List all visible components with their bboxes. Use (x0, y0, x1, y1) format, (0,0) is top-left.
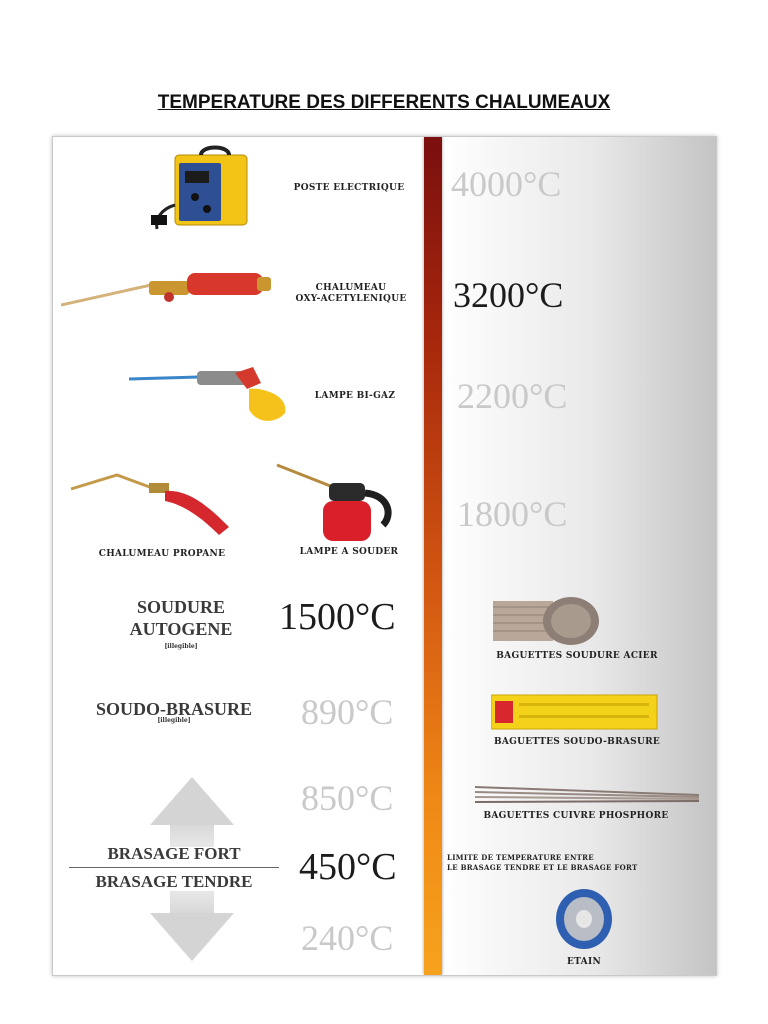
temperature-gradient-bar (424, 137, 442, 975)
label-lampe-a-souder: LAMPE A SOUDER (299, 547, 399, 557)
label-limite-line1: LIMITE DE TEMPERATURE ENTRE (447, 853, 594, 862)
label-soudo-brasure: SOUDO-BRASURE (95, 699, 253, 719)
label-autogene: AUTOGENE (129, 619, 233, 639)
label-soudure-subtext: [illegible] (164, 643, 198, 650)
label-chalumeau-line1: CHALUMEAU (315, 283, 387, 293)
temperature-chart-panel (52, 136, 717, 976)
steel-rods-image (489, 593, 601, 649)
temp-240: 240°C (301, 918, 394, 958)
tin-solder-spool-image (553, 887, 615, 951)
label-etain: ETAIN (567, 957, 601, 967)
temp-850: 850°C (301, 778, 394, 818)
arrow-up-icon (150, 777, 234, 825)
temp-4000: 4000°C (451, 164, 562, 204)
label-brasage-fort: BRASAGE FORT (107, 844, 241, 863)
welding-machine-image (151, 145, 255, 231)
label-poste-electrique: POSTE ELECTRIQUE (293, 183, 405, 193)
brasage-divider (69, 867, 279, 868)
propane-torch-image (69, 467, 235, 539)
temp-3200: 3200°C (453, 275, 564, 315)
label-chalumeau-propane: CHALUMEAU PROPANE (98, 549, 226, 559)
brazing-rods-image (491, 693, 661, 731)
right-gradient-background (440, 137, 716, 975)
temp-450: 450°C (299, 846, 397, 888)
label-lampe-bi-gaz: LAMPE BI-GAZ (314, 391, 396, 401)
temp-1800: 1800°C (457, 494, 568, 534)
bi-gas-lamp-image (129, 363, 289, 429)
label-baguettes-acier: BAGUETTES SOUDURE ACIER (496, 651, 658, 661)
temp-2200: 2200°C (457, 376, 568, 416)
temp-1500: 1500°C (279, 596, 396, 638)
copper-rods-image (473, 783, 703, 805)
temp-890: 890°C (301, 692, 394, 732)
arrow-down-stem (170, 891, 214, 913)
label-limite-line2: LE BRASAGE TENDRE ET LE BRASAGE FORT (447, 863, 638, 872)
page-title: TEMPERATURE DES DIFFERENTS CHALUMEAUX (157, 92, 611, 113)
label-baguettes-cuivre: BAGUETTES CUIVRE PHOSPHORE (483, 811, 669, 821)
oxy-acetylene-torch-image (61, 267, 275, 313)
label-brasage-tendre: BRASAGE TENDRE (95, 872, 253, 891)
label-soudure: SOUDURE (136, 597, 225, 617)
label-baguettes-soudo-brasure: BAGUETTES SOUDO-BRASURE (493, 737, 661, 747)
arrow-down-icon (150, 913, 234, 961)
label-soudo-brasure-subtext: [illegible] (157, 717, 191, 724)
label-oxy-acetylenique: OXY-ACETYLENIQUE (295, 294, 407, 304)
soldering-lamp-image (273, 463, 401, 545)
